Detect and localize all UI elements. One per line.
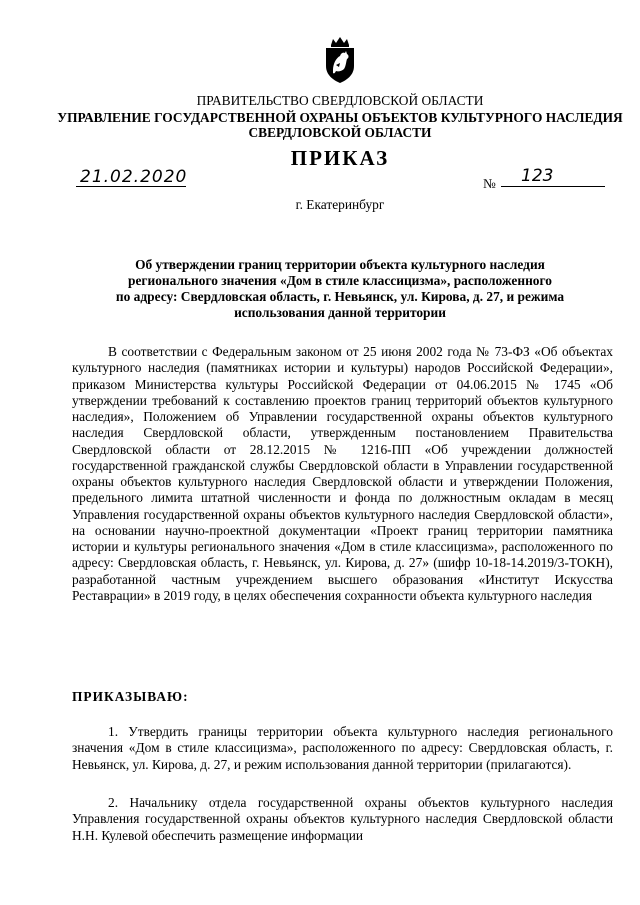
government-name: ПРАВИТЕЛЬСТВО СВЕРДЛОВСКОЙ ОБЛАСТИ: [196, 93, 484, 108]
department-line-2: СВЕРДЛОВСКОЙ ОБЛАСТИ: [248, 125, 432, 140]
city: г. Екатеринбург: [295, 197, 385, 212]
title-line-4: использования данной территории: [234, 305, 446, 320]
order-item-2: 2. Начальнику отдела государственной охраны объектов культурного наследия Управления государственной охраны объектов культурного наследия Свердловской области Н.Н. Кулевой обеспечить размещение информации: [72, 795, 613, 843]
document-title: [40, 257, 640, 321]
title-line-1: Об утверждении границ территории объекта культурного наследия: [135, 257, 545, 272]
order-date: 21.02.2020: [80, 167, 188, 187]
number-label: №: [483, 176, 496, 191]
date-underline: [76, 186, 186, 187]
title-line-3: по адресу: Свердловская область, г. Невьянск, ул. Кирова, д. 27, и режима: [115, 289, 565, 304]
department-line-1: УПРАВЛЕНИЕ ГОСУДАРСТВЕННОЙ ОХРАНЫ ОБЪЕКТОВ КУЛЬТУРНОГО НАСЛЕДИЯ: [57, 110, 623, 125]
preamble-paragraph: В соответствии с Федеральным законом от 25 июня 2002 года № 73-ФЗ «Об объектах культурного наследия (памятниках истории и культуры) народов Российской Федерации», приказом Министерства культуры Российской Федерации от 04.06.2015 № 1745 «Об утверждении требований к составлению проектов границ территорий объектов культурного наследия», Положением об Управлении государственной охраны объектов культурного наследия Свердловской области, утвержденным постановлением Правительства Свердловской области от 28.12.2015 № 1216-ПП «Об учреждении должностей государственной гражданской службы Свердловской области в Управлении государственной охраны объектов культурного наследия Свердловской области и утверждении Положения, предельного лимита штатной численности и фонда по должностным окладам в месяц Управления государственной охраны объектов культурного наследия Свердловской области», на основании научно-проектной документации «Проект границ территории памятника истории и культуры регионального значения «Дом в стиле классицизма», расположенного по адресу: Свердловская область, г. Невьянск, ул. Кирова, д. 27» (шифр 10-18-14.2019/3-ТОКН), разработанной частным учреждением высшего образования «Институт Искусства Реставрации» в 2019 году, в целях обеспечения сохранности объекта культурного наследия: [72, 344, 613, 603]
coat-of-arms-icon: [322, 36, 358, 84]
order-number: 123: [521, 166, 554, 186]
title-line-2: регионального значения «Дом в стиле классицизма», расположенного: [128, 273, 552, 288]
number-underline: [501, 186, 605, 187]
order-heading: ПРИКАЗЫВАЮ:: [72, 689, 189, 704]
order-item-1: 1. Утвердить границы территории объекта культурного наследия регионального значения «Дом в стиле классицизма», расположенного по адресу: Свердловская область, г. Невьянск, ул. Кирова, д. 27, и режим использования данной территории (прилагаются).: [72, 724, 613, 772]
document-type: ПРИКАЗ: [290, 146, 390, 170]
department-name: [40, 110, 640, 140]
